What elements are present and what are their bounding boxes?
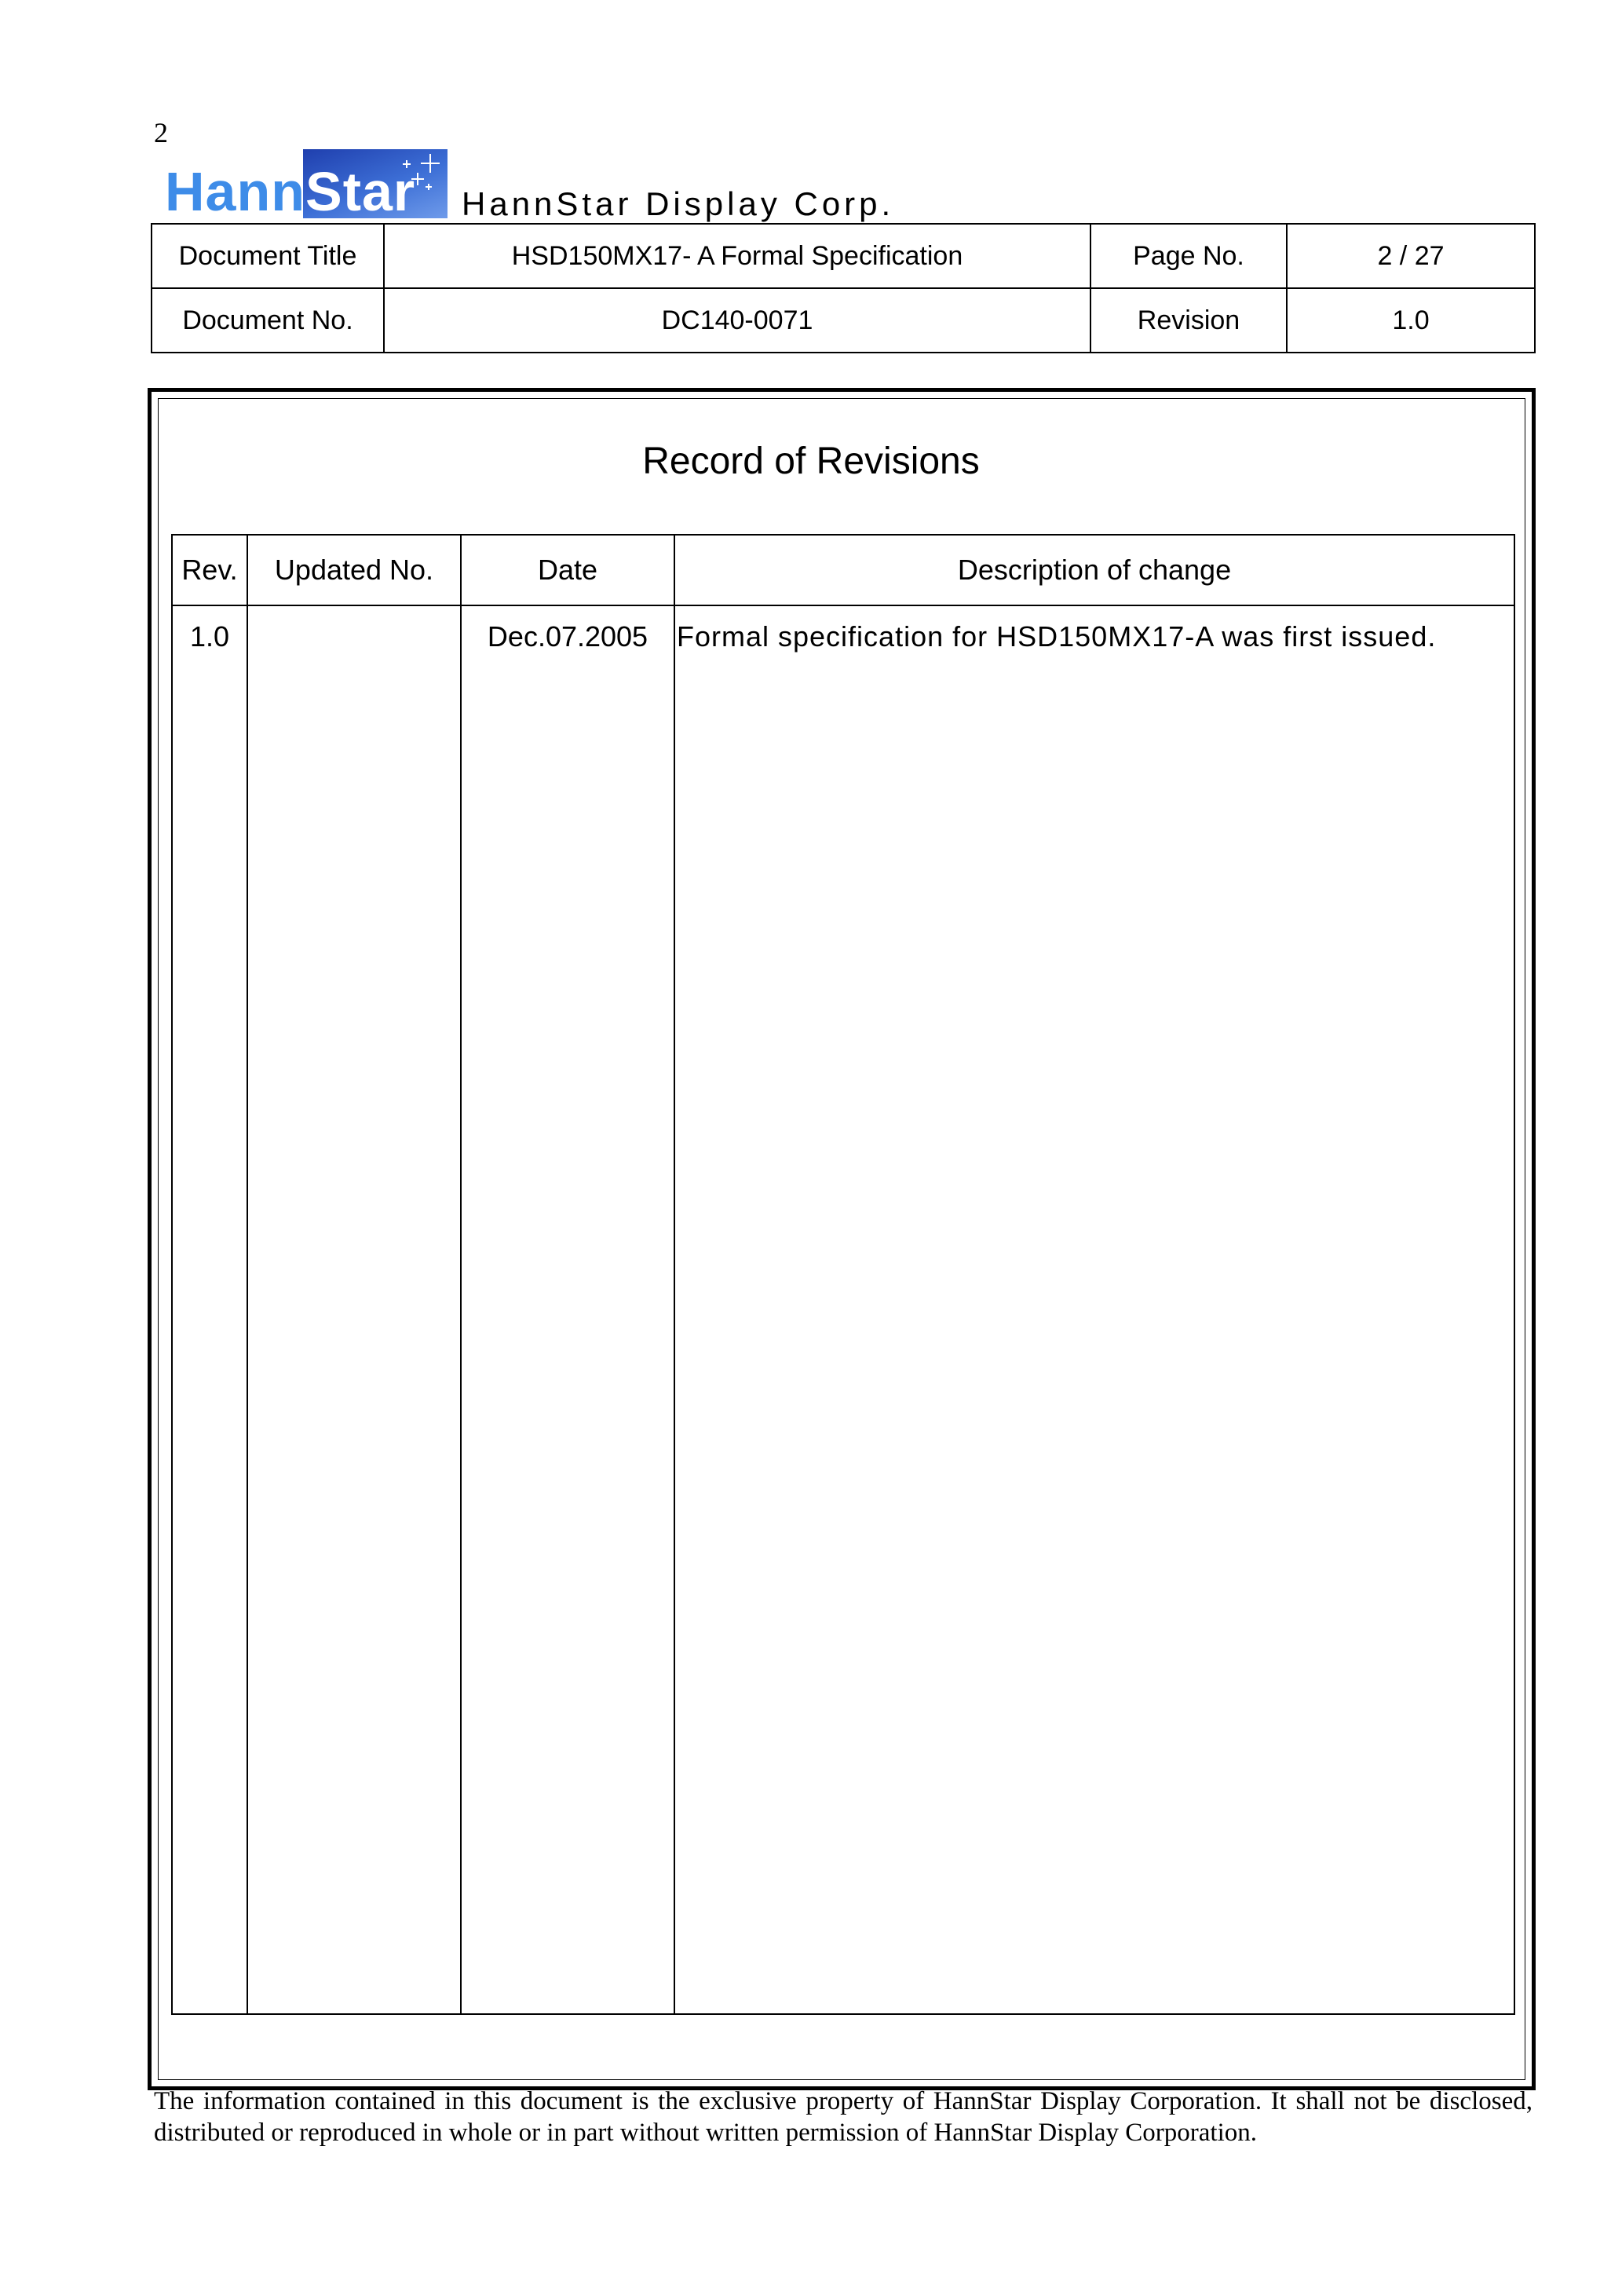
- page-number: 2: [154, 117, 168, 148]
- col-header-updated-no: Updated No.: [247, 535, 461, 605]
- header-row-docno: [152, 288, 1535, 353]
- document-title-label: Document Title: [152, 224, 384, 288]
- document-no-value: DC140-0071: [384, 288, 1090, 353]
- document-no-label: Document No.: [152, 288, 384, 353]
- cell-description: Formal specification for HSD150MX17-A was first issued.: [674, 605, 1514, 2014]
- col-header-description: Description of change: [674, 535, 1514, 605]
- document-title-value: HSD150MX17- A Formal Specification: [384, 224, 1090, 288]
- revisions-title: Record of Revisions: [642, 441, 980, 482]
- page-no-value: 2 / 27: [1287, 224, 1535, 288]
- cell-rev: 1.0: [172, 605, 247, 2014]
- cell-date: Dec.07.2005: [461, 605, 674, 2014]
- company-name: HannStar Display Corp.: [462, 185, 895, 222]
- table-row: [172, 605, 1514, 2014]
- hannstar-logo: [165, 149, 448, 222]
- revisions-table: [171, 534, 1515, 2015]
- logo-wordmark: [165, 160, 415, 223]
- header-row-title: [152, 224, 1535, 288]
- logo-text-star: Star: [305, 161, 416, 222]
- confidentiality-notice: The information contained in this document is the exclusive property of HannStar Display Corporation. It shall not be disclosed, distributed or reproduced in whole or in part without written permission of HannStar Display Corporation.: [154, 2087, 1532, 2147]
- page-no-label: Page No.: [1090, 224, 1287, 288]
- cell-updated-no: [247, 605, 461, 2014]
- document-header-table: [151, 223, 1536, 353]
- revision-value: 1.0: [1287, 288, 1535, 353]
- logo-text-main: Hann: [165, 161, 305, 222]
- col-header-rev: Rev.: [172, 535, 247, 605]
- revision-label: Revision: [1090, 288, 1287, 353]
- revisions-header-row: [172, 535, 1514, 605]
- col-header-date: Date: [461, 535, 674, 605]
